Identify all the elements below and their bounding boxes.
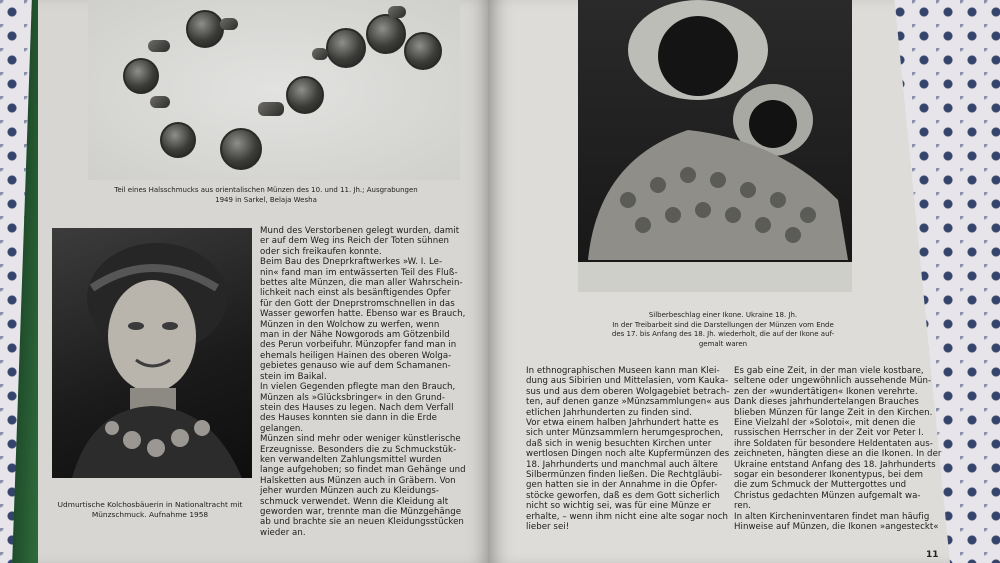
necklace-caption: Teil eines Halsschmucks aus orientalischen Münzen des 10. und 11. Jh.; Ausgrabungen 1949 in Sarkel, Belaja Wesha [114, 186, 418, 204]
right-page-column-2-text: Es gab eine Zeit, in der man viele kostbare, seltene oder ungewöhnlich aussehende Mün- zen der »wundertätigen« Ikonen verehrte. Dank dieses jahrhundertelangen Brauches blieben Münzen für lange Zeit in den Kirchen. Eine Vielzahl der »Solotoi«, mit denen die russischen Herrscher in der Zeit vor Peter I. ihre Soldaten für besondere Heldentaten aus- zeichneten, hängten diese an die Ikonen. In der Ukraine entstand Anfang des 18. Jahrhunderts sogar ein besonderer Ikonentypus, bei dem die zum Schmuck der Muttergottes und Christus gedachten Münzen aufgemalt wa- ren. In alten Kircheninventaren findet man häufig Hinweise auf Münzen, die Ikonen »angesteckt« [734, 366, 942, 533]
coin-image [366, 14, 406, 54]
bead-image [388, 6, 406, 18]
coin-image [404, 32, 442, 70]
coin-image [123, 58, 159, 94]
bead-image [148, 40, 170, 52]
icon-caption: Silberbeschlag einer Ikone. Ukraine 18. Jh. In der Treibarbeit sind die Darstellungen der Münzen vom Ende des 17. bis Anfang des 18. Jh. wiederholt, die auf der Ikone auf- gemalt waren [611, 311, 835, 348]
right-page-column-1-text: In ethnographischen Museen kann man Klei- dung aus Sibirien und Mittelasien, vom Kauka- sus und aus dem oberen Wolgagebiet betrach- ten, auf denen ganze »Münzsammlungen« aus etlichen Jahrhunderten zu finden sind. Vor etwa einem halben Jahrhundert hatte es sich unter Münzsammlern herumgesprochen, daß sich in wenig besuchten Kirchen unter wertlosen Dingen noch alte Kupfermünzen des 18. Jahrhunderts und manchmal auch ältere Silbermünzen finden ließen. Die Rechtgläubi- gen hatten sie in der Annahme in die Opfer- stöcke geworfen, daß es dem Gott sicherlich nicht so wichtig sei, was für eine Münze er erhalte, – wenn ihm nicht eine alte sogar noch lieber sei! [526, 366, 730, 533]
bead-image [258, 102, 284, 116]
coin-image [220, 128, 262, 170]
icon-illustration [578, 0, 852, 292]
page-number: 11 [926, 550, 939, 560]
left-page-body-text: Mund des Verstorbenen gelegt wurden, damit er auf dem Weg ins Reich der Toten sühnen oder sich freikaufen konnte. Beim Bau des Dneprkraftwerkes »W. I. Le- nin« fand man im entwässerten Teil des Fluß- bettes alte Münzen, die man aller Wahrschein- lichkeit nach einst als besänftigendes Opfer für den Gott der Dneprstromschnellen in das Wasser geworfen hatte. Ebenso war es Brauch, Münzen in den Wolchow zu werfen, wenn man in der Nähe Nowgorods am Götzenbild des Perun vorbeifuhr. Münzopfer fand man in ehemals heiligen Hainen des oberen Wolga- gebietes genauso wie auf dem Schamanen- stein im Baikal. In vielen Gegenden pflegte man den Brauch, Münzen als »Glücksbringer« in den Grund- stein des Hauses zu legen. Nach dem Verfall des Hauses konnten sie dann in die Erde gelangen. Münzen sind mehr oder weniger künstlerische Erzeugnisse. Besonders die zu Schmuckstük- ken verwandelten Zahlungsmittel wurden lange aufgehoben; so findet man Gehänge und Halsketten aus Münzen auch in Gräbern. Von jeher wurden Münzen auch zu Kleidungs- schmuck verwendet. Wenn die Kleidung alt geworden war, trennte man die Münzgehänge ab und brachte sie an neuen Kleidungsstücken wieder an. [260, 226, 466, 538]
portrait-illustration [52, 228, 252, 478]
coin-image [160, 122, 196, 158]
coin-image [186, 10, 224, 48]
coin-image [326, 28, 366, 68]
portrait-photo [52, 228, 252, 478]
bead-image [150, 96, 170, 108]
bead-image [312, 48, 328, 60]
bead-image [220, 18, 238, 30]
portrait-caption: Udmurtische Kolchosbäuerin in Nationaltracht mit Münzschmuck. Aufnahme 1958 [57, 500, 243, 519]
necklace-photo [88, 0, 460, 180]
icon-silver-cover-photo [578, 0, 852, 292]
coin-image [286, 76, 324, 114]
